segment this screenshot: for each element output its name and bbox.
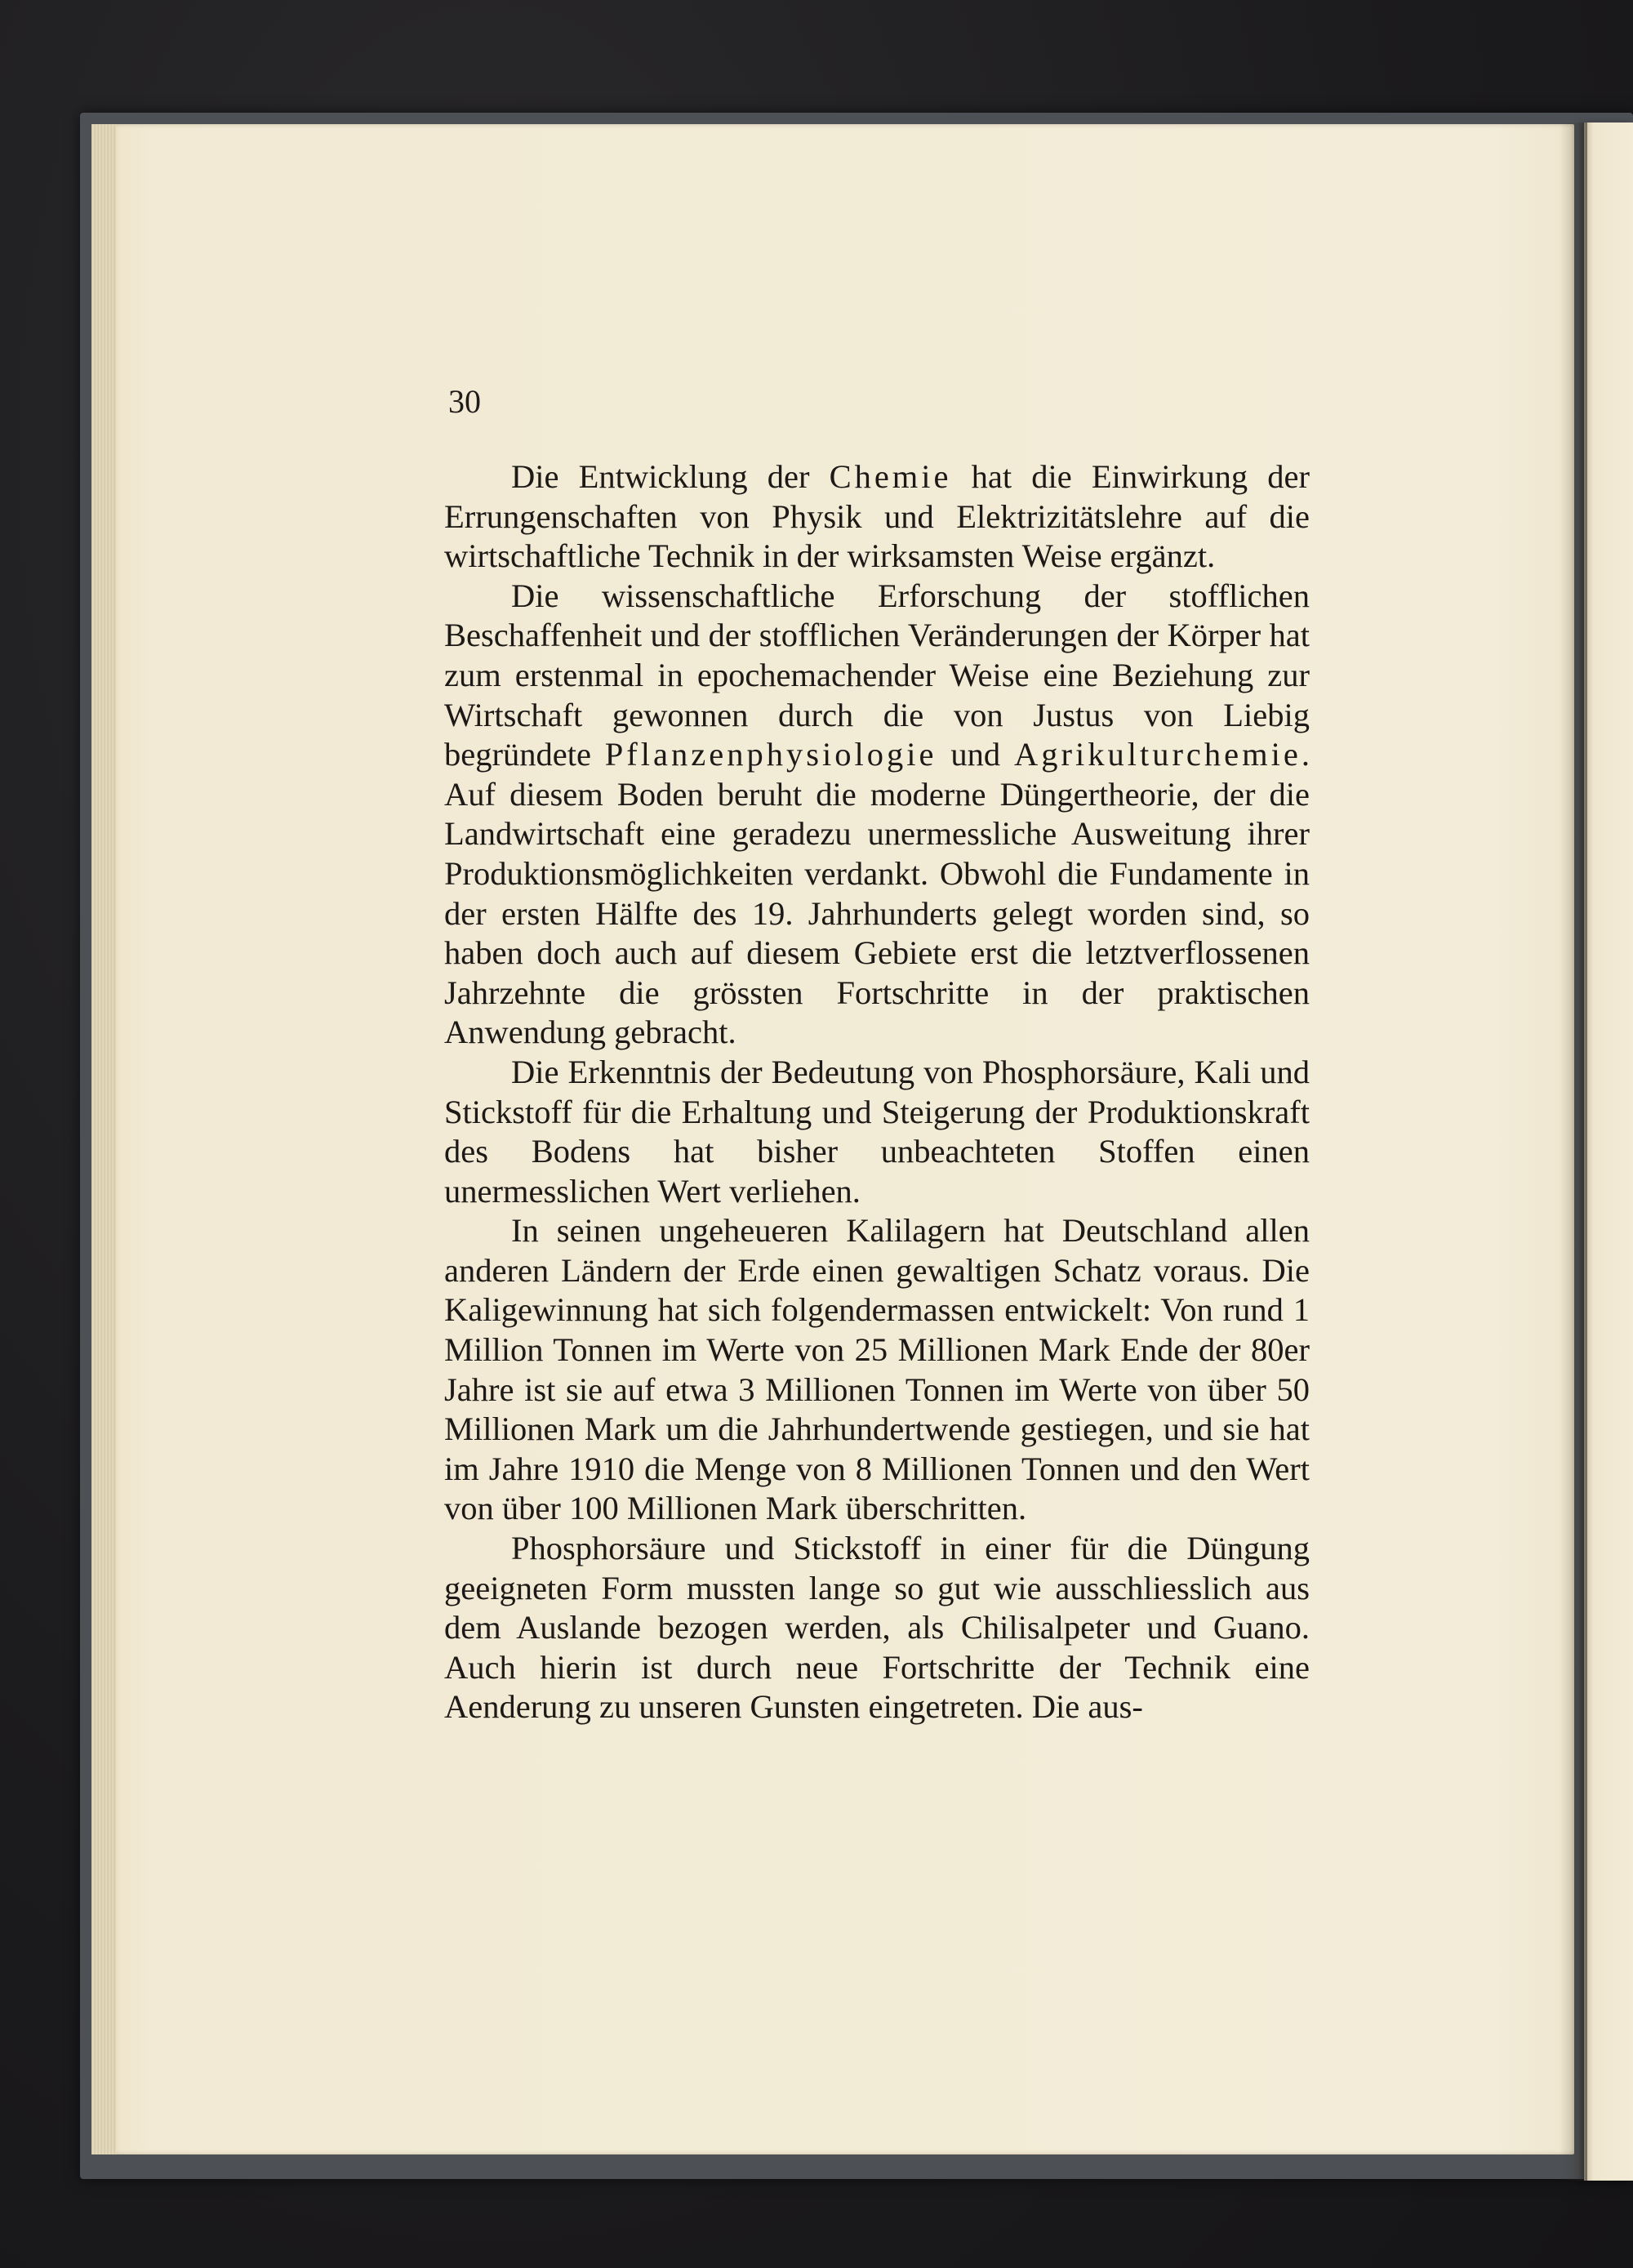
- gutter-shadow: [1560, 123, 1587, 2181]
- text-run: Die Entwicklung der: [511, 458, 830, 495]
- text-run: . Auf diesem Boden beruht die moderne Düngertheorie, der die Landwirtschaft eine geradezu unermessliche Ausweitung ihrer Produktionsmöglichkeiten verdankt. Obwohl die Fundamente in der ersten Hälfte des 19. Jahrhunderts gelegt worden sind, so haben doch auch auf diesem Gebiete erst die letztverflossenen Jahrzehnte die grössten Fortschritte in der praktischen Anwendung gebracht.: [444, 736, 1310, 1051]
- paragraph: [444, 1529, 1310, 1727]
- text-run: Die Erkenntnis der Bedeutung von Phosphorsäure, Kali und Stickstoff für die Erhaltung und Steigerung der Produktionskraft des Bodens hat bisher unbeachteten Stoffen einen unermesslichen Wert verliehen.: [444, 1053, 1310, 1210]
- text-run: In seinen ungeheueren Kalilagern hat Deutschland allen anderen Ländern der Erde einen gewaltigen Schatz voraus. Die Kaligewinnung hat sich folgendermassen entwickelt: Von rund 1 Million Tonnen im Werte von 25 Millionen Mark Ende der 80er Jahre ist sie auf etwa 3 Millionen Tonnen im Werte von über 50 Millionen Mark um die Jahrhundertwende gestiegen, und sie hat im Jahre 1910 die Menge von 8 Millionen Tonnen und den Wert von über 100 Millionen Mark überschritten.: [444, 1212, 1310, 1527]
- text-run-spaced: Pflanzenphysiologie: [604, 736, 937, 773]
- paragraph: [444, 577, 1310, 1053]
- page-leaf-edges: [91, 124, 116, 2154]
- text-run: Die wissenschaftliche Erforschung der stofflichen Beschaffenheit und der stofflichen Veränderungen der Körper hat zum erstenmal in epochemachender Weise eine Beziehung zur Wirtschaft gewonnen durch die von Justus von Liebig begründete: [444, 577, 1310, 773]
- text-run: Phosphorsäure und Stickstoff in einer für die Düngung geeigneten Form mussten lange so gut wie ausschliesslich aus dem Auslande bezogen werden, als Chilisalpeter und Guano. Auch hierin ist durch neue Fortschritte der Technik eine Aenderung zu unseren Gunsten eingetreten. Die aus-: [444, 1530, 1310, 1726]
- paragraph: [444, 457, 1310, 577]
- text-run-spaced: Chemie: [829, 458, 952, 495]
- facing-page-edge: [1584, 123, 1633, 2181]
- text-run-spaced: Agrikulturchemie: [1013, 736, 1302, 773]
- paragraph: [444, 1053, 1310, 1211]
- paragraph: [444, 1211, 1310, 1529]
- text-run: hat die Einwirkung der Errungenschaften von Physik und Elektrizitätslehre auf die wirtschaftliche Technik in der wirksamsten Weise ergänzt.: [444, 458, 1310, 575]
- page-number: 30: [448, 383, 481, 420]
- text-run: und: [937, 736, 1014, 773]
- body-text: [444, 457, 1310, 1727]
